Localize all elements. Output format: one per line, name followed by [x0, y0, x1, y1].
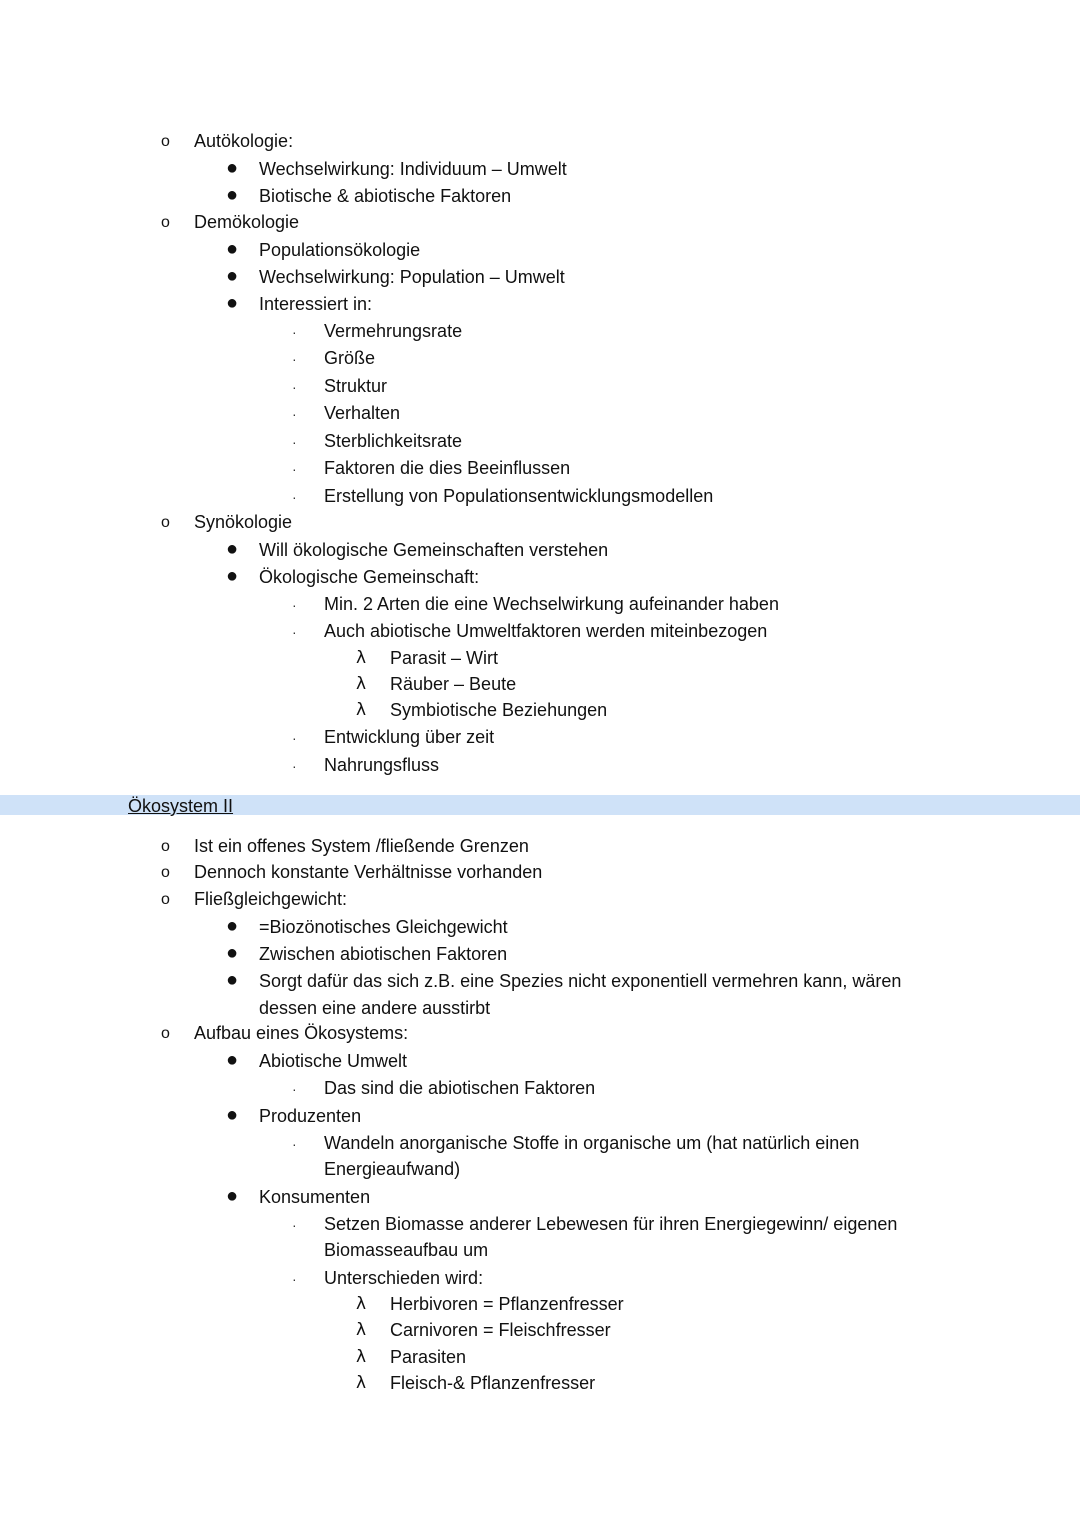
- bullet-icon: ●: [226, 1185, 239, 1207]
- small-bullet-icon: ·: [292, 758, 297, 774]
- list-item: Auch abiotische Umweltfaktoren werden miteinbezogen: [324, 621, 768, 641]
- list-item: Dennoch konstante Verhältnisse vorhanden: [194, 862, 543, 882]
- small-bullet-icon: ·: [292, 489, 297, 505]
- list-item: Parasit – Wirt: [390, 648, 499, 668]
- list-item: Zwischen abiotischen Faktoren: [259, 944, 508, 964]
- list-item: Faktoren die dies Beeinflussen: [324, 458, 571, 478]
- list-item: Wandeln anorganische Stoffe in organische um (hat natürlich einen: [324, 1133, 860, 1153]
- list-item: Produzenten: [259, 1106, 362, 1126]
- bullet-icon: ●: [226, 915, 239, 937]
- lambda-bullet-icon: λ: [356, 1373, 367, 1393]
- list-item: Parasiten: [390, 1347, 467, 1367]
- list-item: =Biozönotisches Gleichgewicht: [259, 917, 508, 937]
- list-item: Fließgleichgewicht:: [194, 889, 348, 909]
- small-bullet-icon: ·: [292, 379, 297, 395]
- circle-bullet-icon: o: [161, 864, 170, 881]
- small-bullet-icon: ·: [292, 1217, 297, 1233]
- list-item: Wechselwirkung: Individuum – Umwelt: [259, 159, 567, 179]
- autoekologie-title: Autökologie:: [194, 131, 294, 151]
- demoekologie-title: Demökologie: [194, 212, 300, 232]
- lambda-bullet-icon: λ: [356, 648, 367, 668]
- bullet-icon: ●: [226, 1104, 239, 1126]
- small-bullet-icon: ·: [292, 597, 297, 613]
- lambda-bullet-icon: λ: [356, 1347, 367, 1367]
- list-item: Nahrungsfluss: [324, 755, 440, 775]
- bullet-icon: ●: [226, 265, 239, 287]
- list-item: Interessiert in:: [259, 294, 373, 314]
- bullet-icon: ●: [226, 969, 239, 991]
- list-item: Carnivoren = Fleischfresser: [390, 1320, 611, 1340]
- list-item: Unterschieden wird:: [324, 1268, 484, 1288]
- list-item: Symbiotische Beziehungen: [390, 700, 608, 720]
- lambda-bullet-icon: λ: [356, 1294, 367, 1314]
- list-item: Struktur: [324, 376, 388, 396]
- lambda-bullet-icon: λ: [356, 674, 367, 694]
- list-item: Vermehrungsrate: [324, 321, 463, 341]
- small-bullet-icon: ·: [292, 730, 297, 746]
- list-item: Fleisch-& Pflanzenfresser: [390, 1373, 596, 1393]
- bullet-icon: ●: [226, 292, 239, 314]
- list-item-continuation: Energieaufwand): [324, 1159, 461, 1179]
- list-item-continuation: Biomasseaufbau um: [324, 1240, 489, 1260]
- list-item: Wechselwirkung: Population – Umwelt: [259, 267, 565, 287]
- circle-bullet-icon: o: [161, 214, 170, 231]
- circle-bullet-icon: o: [161, 514, 170, 531]
- small-bullet-icon: ·: [292, 1081, 297, 1097]
- list-item: Größe: [324, 348, 376, 368]
- aufbau-title: Aufbau eines Ökosystems:: [194, 1023, 409, 1043]
- list-item: Setzen Biomasse anderer Lebewesen für ihren Energiegewinn/ eigenen: [324, 1214, 898, 1234]
- bullet-icon: ●: [226, 565, 239, 587]
- list-item: Min. 2 Arten die eine Wechselwirkung aufeinander haben: [324, 594, 779, 614]
- list-item: Konsumenten: [259, 1187, 371, 1207]
- small-bullet-icon: ·: [292, 434, 297, 450]
- small-bullet-icon: ·: [292, 1271, 297, 1287]
- list-item: Will ökologische Gemeinschaften verstehen: [259, 540, 609, 560]
- bullet-icon: ●: [226, 157, 239, 179]
- bullet-icon: ●: [226, 238, 239, 260]
- list-item: Erstellung von Populationsentwicklungsmodellen: [324, 486, 714, 506]
- lambda-bullet-icon: λ: [356, 700, 367, 720]
- circle-bullet-icon: o: [161, 838, 170, 855]
- bullet-icon: ●: [226, 184, 239, 206]
- small-bullet-icon: ·: [292, 324, 297, 340]
- list-item: Entwicklung über zeit: [324, 727, 495, 747]
- bullet-icon: ●: [226, 538, 239, 560]
- lambda-bullet-icon: λ: [356, 1320, 367, 1340]
- small-bullet-icon: ·: [292, 1136, 297, 1152]
- list-item: Sorgt dafür das sich z.B. eine Spezies nicht exponentiell vermehren kann, wären: [259, 971, 902, 991]
- small-bullet-icon: ·: [292, 624, 297, 640]
- list-item-continuation: dessen eine andere ausstirbt: [259, 998, 491, 1018]
- list-item: Räuber – Beute: [390, 674, 517, 694]
- list-item: Sterblichkeitsrate: [324, 431, 463, 451]
- list-item: Herbivoren = Pflanzenfresser: [390, 1294, 624, 1314]
- list-item: Abiotische Umwelt: [259, 1051, 408, 1071]
- section-heading: Ökosystem II: [128, 796, 234, 816]
- list-item: Das sind die abiotischen Faktoren: [324, 1078, 596, 1098]
- list-item: Biotische & abiotische Faktoren: [259, 186, 512, 206]
- circle-bullet-icon: o: [161, 1025, 170, 1042]
- list-item: Ist ein offenes System /fließende Grenzen: [194, 836, 529, 856]
- small-bullet-icon: ·: [292, 351, 297, 367]
- bullet-icon: ●: [226, 1049, 239, 1071]
- circle-bullet-icon: o: [161, 891, 170, 908]
- list-item: Populationsökologie: [259, 240, 421, 260]
- bullet-icon: ●: [226, 942, 239, 964]
- list-item: Verhalten: [324, 403, 401, 423]
- synoekologie-title: Synökologie: [194, 512, 293, 532]
- small-bullet-icon: ·: [292, 461, 297, 477]
- small-bullet-icon: ·: [292, 406, 297, 422]
- list-item: Ökologische Gemeinschaft:: [259, 567, 480, 587]
- circle-bullet-icon: o: [161, 133, 170, 150]
